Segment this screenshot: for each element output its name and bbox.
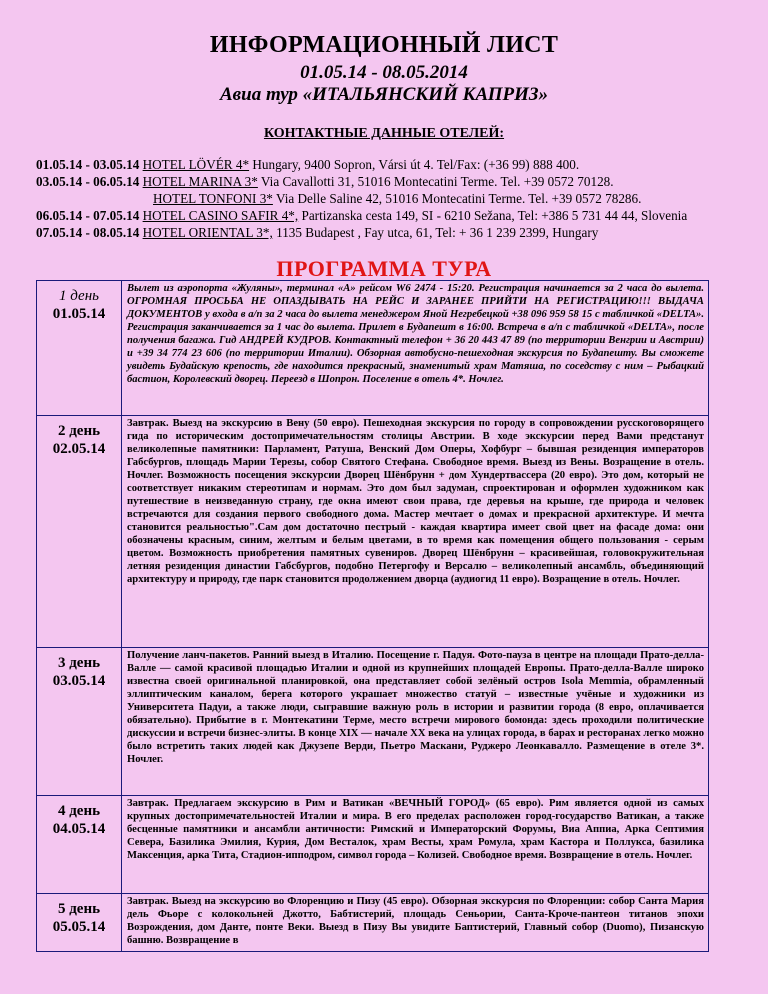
- day-description-cell: [122, 894, 709, 952]
- hotel-name: HOTEL ORIENTAL 3*,: [142, 225, 273, 240]
- day-date: 05.05.14: [52, 919, 106, 935]
- day-description-cell: [122, 648, 709, 796]
- hotel-dates: 03.05.14 - 06.05.14: [36, 174, 140, 189]
- hotel-row: [36, 224, 736, 241]
- day-label: [37, 281, 121, 323]
- program-table: [36, 280, 709, 952]
- day-description-cell: [122, 281, 709, 416]
- program-day-row: [37, 894, 709, 952]
- day-description: Завтрак. Предлагаем экскурсию в Рим и Ватикан «ВЕЧНЫЙ ГОРОД» (65 евро). Рим является одной из самых крупных достопримечательностей Италии и мира. В его пределах расположен город-государство Ватикан, а также бесценные памятники и ансамбли античности: Римский и Императорский Форумы, Виа Аппиа, Арка Септимия Севера, Базилика Эмилия, Курия, Дом Весталок, храм Весты, храм Ромула, храм Кастора и Поллукса, базилика Максенция, арка Тита, Стадион-ипподром, символ города – Колизей. Свободное время. Возвращение в отель. Ночлег.: [127, 798, 704, 861]
- day-description-cell: [122, 416, 709, 648]
- day-date: 02.05.14: [52, 441, 106, 457]
- tour-subtitle: Авиа тур «ИТАЛЬЯНСКИЙ КАПРИЗ»: [219, 84, 549, 105]
- program-day-row: [37, 416, 709, 648]
- day-label: [37, 894, 121, 936]
- hotel-dates: 07.05.14 - 08.05.14: [36, 225, 140, 240]
- day-number: 3 день: [57, 655, 101, 671]
- day-cell: [37, 796, 122, 894]
- hotel-row: [36, 173, 736, 190]
- hotel-name: HOTEL MARINA 3*: [142, 174, 258, 189]
- hotel-row: [36, 156, 736, 173]
- day-date: 04.05.14: [52, 821, 106, 837]
- program-day-row: [37, 281, 709, 416]
- program-title: ПРОГРАММА ТУРА: [276, 256, 492, 281]
- day-description-cell: [122, 796, 709, 894]
- hotel-address: Hungary, 9400 Sopron, Vársi út 4. Tel/Fax: (+36 99) 888 400.: [249, 157, 580, 172]
- contacts-heading: КОНТАКТНЫЕ ДАННЫЕ ОТЕЛЕЙ:: [263, 126, 505, 141]
- hotel-address: Via Delle Saline 42, 51016 Montecatini Terme. Tel. +39 0572 78286.: [272, 191, 642, 206]
- day-description: Вылет из аэропорта «Жуляны», терминал «А» рейсом W6 2474 - 15:20. Регистрация начинается за 2 часа до вылета. ОГРОМНАЯ ПРОСЬБА НЕ ОПАЗДЫВАТЬ НА РЕЙС И ЗАРАНЕЕ ПРИЙТИ НА РЕГИСТРАЦИЮ!!! ВЫДАЧА ДОКУМЕНТОВ у входа в а/п за 2 часа до вылета менеджером Яной Негребецкой +38 096 959 58 15 с табличкой «DELTA». Регистрация заканчивается за 1 час до вылета. Прилет в Будапешт в 16:00. Встреча в а/п с табличкой «DELTA», после получения багажа. Гид АНДРЕЙ КУДРОВ. Контактный телефон + 36 20 443 47 89 (по территории Венгрии и Австрии) и +39 34 774 23 606 (по территории Италии). Обзорная автобусно-пешеходная экскурсия по Будапешту. Вы сможете увидеть Будайскую крепость, где находится прекрасный, знаменитый храм Матяша, по соседству с ним – Рыбацкий бастион, Королевский дворец. Переезд в Шопрон. Поселение в отель 4*. Ночлег.: [127, 283, 704, 385]
- day-date: 03.05.14: [52, 673, 106, 689]
- tour-dates: 01.05.14 - 08.05.2014: [300, 62, 468, 83]
- program-day-row: [37, 796, 709, 894]
- day-description: Получение ланч-пакетов. Ранний выезд в Италию. Посещение г. Падуя. Фото-пауза в центре на площади Прато-делла-Валле — самой красивой площадью Италии и одной из крупнейших площадей Европы. Прато-делла-Валле широко известна своей оригинальной планировкой, она представляет собой зелёный остров Isola Memmia, обрамленный эллиптическим каналом, берега которого украшает множество статуй – известные учёные и художники из Университета Падуи, а также люди, сыгравшие важную роль в истории и развитии города (8 евро, оплачивается обязательно). Прибытие в г. Монтекатини Терме, место встречи мирового бомонда: здесь проходили политические дискуссии и встречи бизнес-элиты. В конце XIX — начале XX века на улицах города, в барах и ресторанах легко можно было встретить таких людей как Джузепе Верди, Пьетро Маскани, Руджеро Леонкавалло. Размещение в отеле 3*. Ночлег.: [127, 650, 704, 765]
- day-cell: [37, 281, 122, 416]
- hotel-name: HOTEL CASINO SAFIR 4*,: [142, 208, 299, 223]
- day-cell: [37, 416, 122, 648]
- hotel-name: HOTEL LÖVÉR 4*: [142, 157, 250, 172]
- hotel-address: Via Cavallotti 31, 51016 Montecatini Terme. Tel. +39 0572 70128.: [257, 174, 614, 189]
- program-day-row: [37, 648, 709, 796]
- day-number: 1 день: [59, 288, 99, 304]
- hotel-row: [36, 207, 736, 224]
- hotel-dates: 01.05.14 - 03.05.14: [36, 157, 140, 172]
- title: ИНФОРМАЦИОННЫЙ ЛИСТ: [209, 32, 559, 58]
- day-label: [37, 796, 121, 838]
- hotel-address: Partizanska cesta 149, SI - 6210 Sežana, Tel: +386 5 731 44 44, Slovenia: [298, 208, 688, 223]
- day-date: 01.05.14: [52, 306, 106, 322]
- day-cell: [37, 648, 122, 796]
- day-number: 5 день: [57, 901, 101, 917]
- hotel-dates: 06.05.14 - 07.05.14: [36, 208, 140, 223]
- hotel-row: [36, 190, 736, 207]
- day-description: Завтрак. Выезд на экскурсию в Вену (50 евро). Пешеходная экскурсия по городу в сопровождении русскоговорящего гида по историческим достопримечательностям столицы Австрии. В ходе экскурсии перед Вами предстанут великолепные памятники: Парламент, Ратуша, Венский Дом Оперы, Хофбург – бывшая резиденция императоров Габсбургов, площадь Марии Терезы, собор Святого Стефана. Свободное время. Выезд из Вены. Возращение в отель. Ночлег. Возможность посещения экскурсии Дворец Шёнбрунн + дом Хундертвассера (20 евро). Это дом, который не соответствует никаким стереотипам и нормам. Это дом был задуман, спроектирован и оформлен художником как путешествие в неизведанную страну, где окна имеют свои права, где деревья на крыше, где природа и человек встречаются для создания первого свободного дома. Мастер мечтает о домах и прекрасной архитектуре. И мечта становится реальностью".Сам дом достаточно пестрый - каждая квартира имеет свой цвет на фасаде дома: они обозначены красным, синим, желтым и белым цветами, в то время как помещения общего пользования - серым цветом. Возможность приобретения памятных сувениров. Дворец Шёнбрунн – красивейшая, головокружительная летняя резиденция династии Габсбургов, подобно Петергофу и Версалю – великолепный ансамбль, объединяющий архитектуру и природу, где парк становится продолжением дворца (аудиогид 11 евро). Возращение в отель. Ночлег.: [127, 418, 704, 585]
- day-number: 2 день: [57, 423, 101, 439]
- day-cell: [37, 894, 122, 952]
- day-label: [37, 416, 121, 458]
- hotel-name: HOTEL TONFONI 3*: [153, 191, 273, 206]
- day-number: 4 день: [57, 803, 101, 819]
- day-description: Завтрак. Выезд на экскурсию во Флоренцию и Пизу (45 евро). Обзорная экскурсия по Флоренции: собор Санта Мария дель Фьоре с колокольней Джотто, Бабтистерий, площадь Сеньории, Санта-Кроче-пантеон титанов эпохи Возрождения, дом Данте, понте Веки. Выезд в Пизу Вы увидите Баптистерий, Главный собор (Duomo), Пизанскую башню. Возвращение в: [127, 896, 704, 946]
- hotel-address: 1135 Budapest , Fay utca, 61, Tel: + 36 1 239 2399, Hungary: [272, 225, 599, 240]
- day-label: [37, 648, 121, 690]
- hotel-list: [36, 156, 736, 241]
